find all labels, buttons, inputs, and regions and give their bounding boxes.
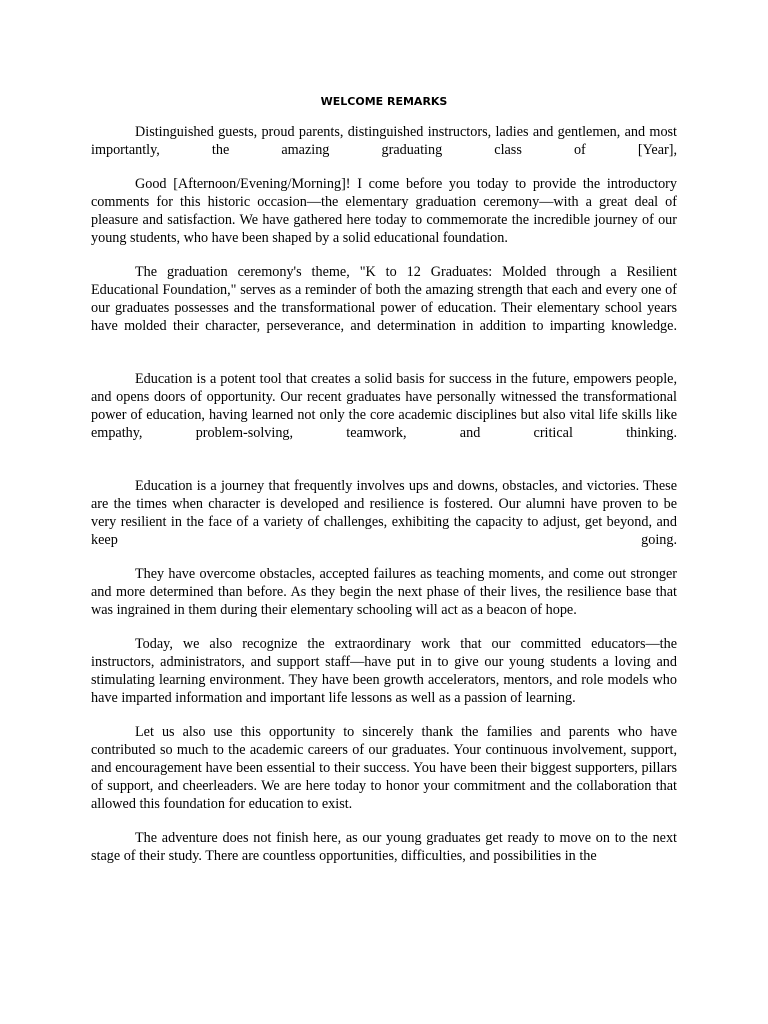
paragraph-theme: The graduation ceremony's theme, "K to 12 Graduates: Molded through a Resilient Educational Foundation," serves as a reminder of both the amazing strength that each and every one of our graduates possesses and the transformational power of education. Their elementary school years have molded their character, perseverance, and determination in addition to imparting knowledge. [91, 264, 677, 334]
paragraph-greeting: Good [Afternoon/Evening/Morning]! I come before you today to provide the introductory comments for this historic occasion—the elementary graduation ceremony—with a great deal of pleasure and satisfaction. We have gathered here today to commemorate the incredible journey of our young students, who have been shaped by a solid educational foundation. [91, 176, 677, 246]
paragraph-adventure: The adventure does not finish here, as our young graduates get ready to move on to the next stage of their study. There are countless opportunities, difficulties, and possibilities in the [91, 830, 677, 864]
paragraph-educators: Today, we also recognize the extraordinary work that our committed educators—the instructors, administrators, and support staff—have put in to give our young students a loving and stimulating learning environment. They have been growth accelerators, mentors, and role models who have imparted information and important life lessons as well as a passion of learning. [91, 636, 677, 706]
paragraph-education-tool: Education is a potent tool that creates a solid basis for success in the future, empowers people, and opens doors of opportunity. Our recent graduates have personally witnessed the transformational power of education, having learned not only the core academic disciplines but also vital life skills like empathy, problem-solving, teamwork, and critical thinking. [91, 371, 677, 441]
document-body [91, 94, 677, 865]
paragraph-education-journey: Education is a journey that frequently involves ups and downs, obstacles, and victories. These are the times when character is developed and resilience is fostered. Our alumni have proven to be very resilient in the face of a variety of challenges, exhibiting the capacity to adjust, get beyond, and keep going. [91, 478, 677, 548]
paragraph-overcome-obstacles: They have overcome obstacles, accepted failures as teaching moments, and come out stronger and more determined than before. As they begin the next phase of their lives, the resilience base that was ingrained in them during their elementary schooling will act as a beacon of hope. [91, 566, 677, 618]
paragraph-salutation: Distinguished guests, proud parents, distinguished instructors, ladies and gentlemen, and most importantly, the amazing graduating class of [Year], [91, 124, 677, 158]
document-title: WELCOME REMARKS [320, 95, 448, 108]
paragraph-families: Let us also use this opportunity to sincerely thank the families and parents who have contributed so much to the academic careers of our graduates. Your continuous involvement, support, and encouragement have been essential to their success. You have been their biggest supporters, pillars of support, and cheerleaders. We are here today to honor your commitment and the collaboration that allowed this foundation for education to exist. [91, 724, 677, 812]
